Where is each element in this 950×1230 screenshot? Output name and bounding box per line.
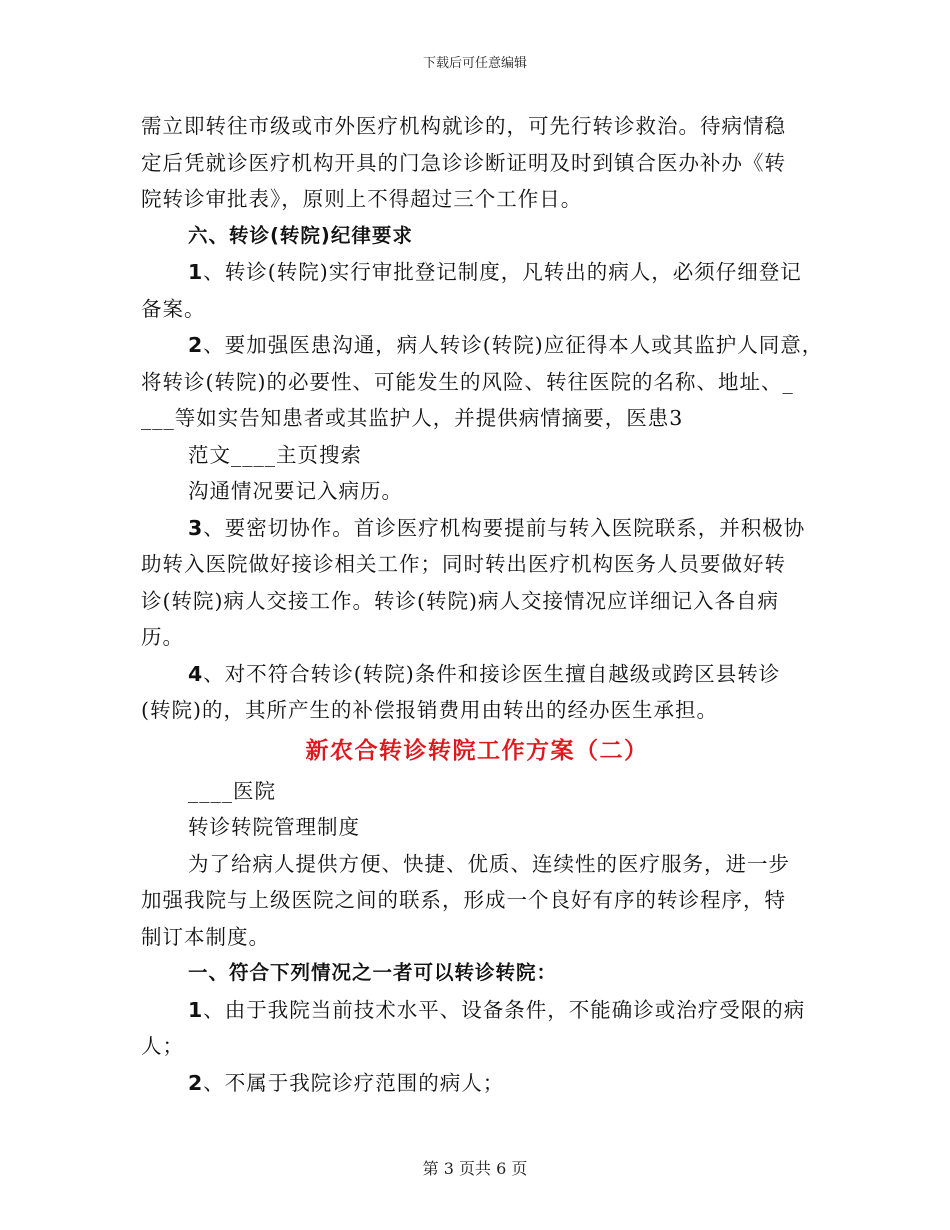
item-number: 4 xyxy=(188,661,204,686)
paragraph-line: 助转入医院做好接诊相关工作；同时转出医疗机构医务人员要做好转 xyxy=(141,552,786,576)
item-number: 2 xyxy=(188,333,204,357)
paragraph-line: 院转诊审批表》，原则上不得超过三个工作日。 xyxy=(141,187,583,211)
item-text: 、对不符合转诊(转院)条件和接诊医生擅自越级或跨区县转诊 xyxy=(203,661,781,686)
list-item-3 xyxy=(141,510,813,547)
criteria-item-2 xyxy=(141,1065,813,1102)
item-text: 、要加强医患沟通，病人转诊(转院)应征得本人或其监护人同意， xyxy=(203,333,824,357)
rule-name: 转诊转院管理制度 xyxy=(188,815,360,839)
item-number: 3 xyxy=(188,515,204,540)
paragraph-line: 加强我院与上级医院之间的联系，形成一个良好有序的转诊程序，特 xyxy=(141,888,786,912)
paragraph-line: ___等如实告知患者或其监护人，并提供病情摘要，医患3 xyxy=(141,406,684,430)
item-text: 、由于我院当前技术水平、设备条件，不能确诊或治疗受限的病 xyxy=(203,997,806,1022)
intro-line: 为了给病人提供方便、快捷、优质、连续性的医疗服务，进一步 xyxy=(188,851,790,876)
item-text: 、不属于我院诊疗范围的病人； xyxy=(203,1070,505,1095)
section-heading-6: 六、转诊(转院)纪律要求 xyxy=(188,223,413,247)
paragraph-line: 定后凭就诊医疗机构开具的门急诊诊断证明及时到镇合医办补办《转 xyxy=(141,150,786,175)
page-header: 下载后可任意编辑 xyxy=(422,56,527,71)
hospital-name: ____医院 xyxy=(188,778,276,803)
paragraph-line: 需立即转往市级或市外医疗机构就诊的，可先行转诊救治。待病情稳 xyxy=(141,114,786,138)
paragraph-line: 制订本制度。 xyxy=(141,924,270,949)
document-body xyxy=(141,108,824,1101)
item-text: 、要密切协作。首诊医疗机构要提前与转入医院联系，并积极协 xyxy=(203,515,806,540)
criteria-item-1 xyxy=(141,992,813,1029)
section-heading-1: 一、符合下列情况之一者可以转诊转院： xyxy=(188,961,558,984)
note-line: 沟通情况要记入病历。 xyxy=(188,479,403,503)
list-item-2 xyxy=(141,327,824,364)
list-item-1 xyxy=(141,254,813,291)
document-title: 新农合转诊转院工作方案（二） xyxy=(305,737,649,764)
page-footer: 第 3 页共 6 页 xyxy=(422,1159,528,1178)
paragraph-line: 备案。 xyxy=(141,296,206,321)
item-number: 1 xyxy=(188,997,204,1022)
item-number: 1 xyxy=(188,260,204,284)
paragraph-line: 诊(转院)病人交接工作。转诊(转院)病人交接情况应详细记入各自病 xyxy=(141,588,779,613)
paragraph-line: 将转诊(转院)的必要性、可能发生的风险、转往医院的名称、地址、_ xyxy=(141,369,794,394)
item-text: 、转诊(转院)实行审批登记制度，凡转出的病人，必须仔细登记 xyxy=(203,260,802,284)
paragraph-line: (转院)的，其所产生的补偿报销费用由转出的经办医生承担。 xyxy=(141,698,718,722)
paragraph-line: 人； xyxy=(141,1034,184,1058)
note-line: 范文____主页搜索 xyxy=(188,442,362,467)
list-item-4 xyxy=(141,656,813,693)
item-number: 2 xyxy=(188,1070,204,1095)
paragraph-line: 历。 xyxy=(141,625,184,649)
